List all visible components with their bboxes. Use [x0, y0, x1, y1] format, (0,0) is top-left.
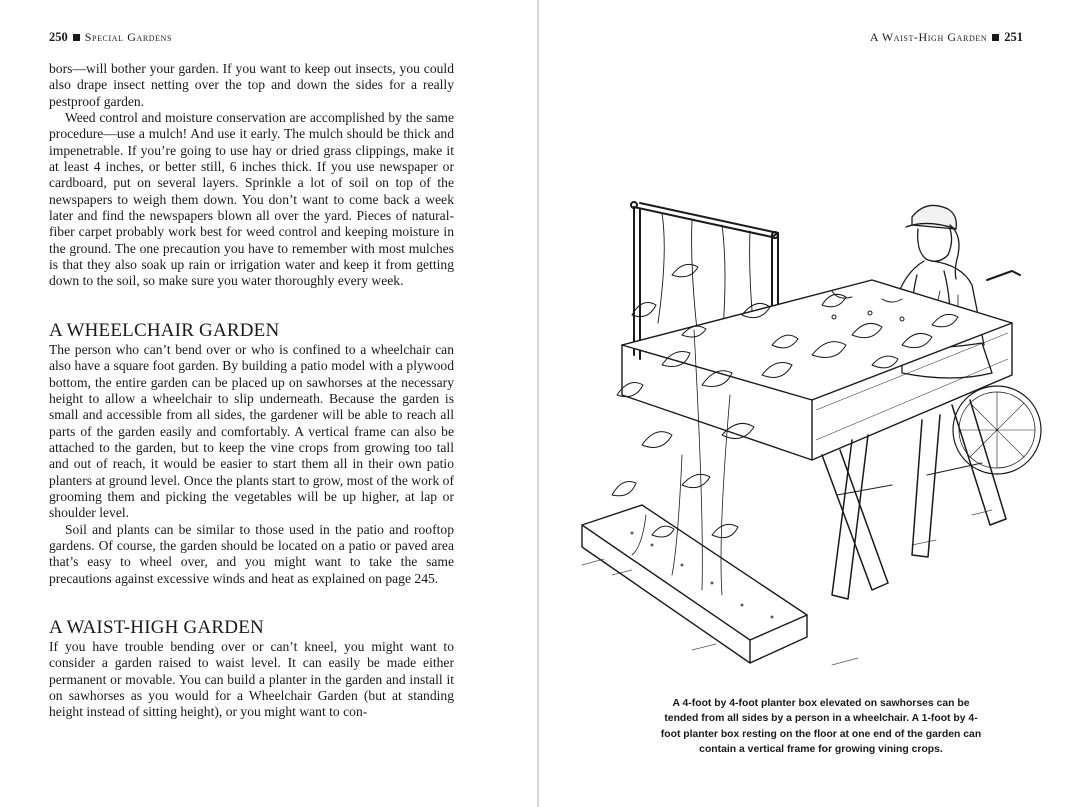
paragraph: Weed control and moisture conservation are accomplished by the same procedure—use a mulch! And use it early. The mulch should be thick and impenetrable. If you’re going to use hay or dried grass clippings, make it at least 4 inches, or better still, 6 inches thick. If you use newspaper or cardboard, put on several layers. Sprinkle a lot of soil on top of the newspapers to weigh them down. You don’t want to come back a week later and find the newspapers blown all over the yard. Pieces of natural-fiber carpet probably work best for weed control and keeping moisture in the ground. The one precaution you have to remember with most mulches is that they also soak up rain or irrigation water and keep it from getting down to the soil, so make sure you water thoroughly every week.	[49, 110, 454, 289]
square-bullet-icon	[73, 34, 80, 41]
page-number-left: 250	[49, 30, 68, 44]
body-text	[49, 61, 454, 721]
paragraph: If you have trouble bending over or can’t kneel, you might want to consider a garden raised to waist level. It can easily be made either permanent or movable. You can build a planter in the garden and install it on sawhorses as you would for a Wheelchair Garden (but at standing height instead of sitting height), or you might want to con-	[49, 638, 454, 720]
paragraph: Soil and plants can be similar to those used in the patio and rooftop gardens. Of course, the garden should be located on a patio or paved area that’s easy to wheel over, and you might want to take the same precautions against excessive winds and heat as explained on page 245.	[49, 521, 454, 586]
section-heading-wheelchair: A WHEELCHAIR GARDEN	[49, 319, 280, 341]
running-head-right	[870, 30, 1023, 45]
square-bullet-icon	[992, 34, 999, 41]
floor-planter-box	[582, 505, 807, 663]
wheelchair-garden-illustration	[572, 195, 1042, 685]
figure-caption: A 4-foot by 4-foot planter box elevated on sawhorses can be tended from all sides by a person in a wheelchair. A 1-foot by 4-foot planter box resting on the floor at one end of the garden can contain a vertical frame for growing vining crops.	[660, 698, 982, 755]
paragraph: bors—will bother your garden. If you want to keep out insects, you could also drape insect netting over the top and down the sides for a really pestproof garden.	[49, 61, 454, 109]
paragraph: The person who can’t bend over or who is confined to a wheelchair can also have a square foot garden. By building a patio model with a plywood bottom, the entire garden can be placed up on sawhorses at the necessary height to allow a wheelchair to slip underneath. Because the garden is small and accessible from all sides, the gardener will be able to reach all parts of the garden easily and comfortably. A vertical frame can also be attached to the garden, but to keep the vine crops from growing too tall and out of reach, it would be easier to start them all in their own patio planters at ground level. Once the plants start to grow, most of the work of grooming them and picking the vegetables will be up higher, at lap or shoulder level.	[49, 341, 454, 521]
running-head-title-right: A Waist-High Garden	[869, 30, 988, 44]
section-heading-waist-high: A WAIST-HIGH GARDEN	[49, 616, 264, 638]
sawhorse-legs	[822, 400, 1006, 599]
page-number-right: 251	[1004, 30, 1023, 44]
left-page	[0, 0, 537, 807]
running-head-title-left: Special Gardens	[84, 30, 173, 44]
running-head-left	[49, 30, 172, 45]
